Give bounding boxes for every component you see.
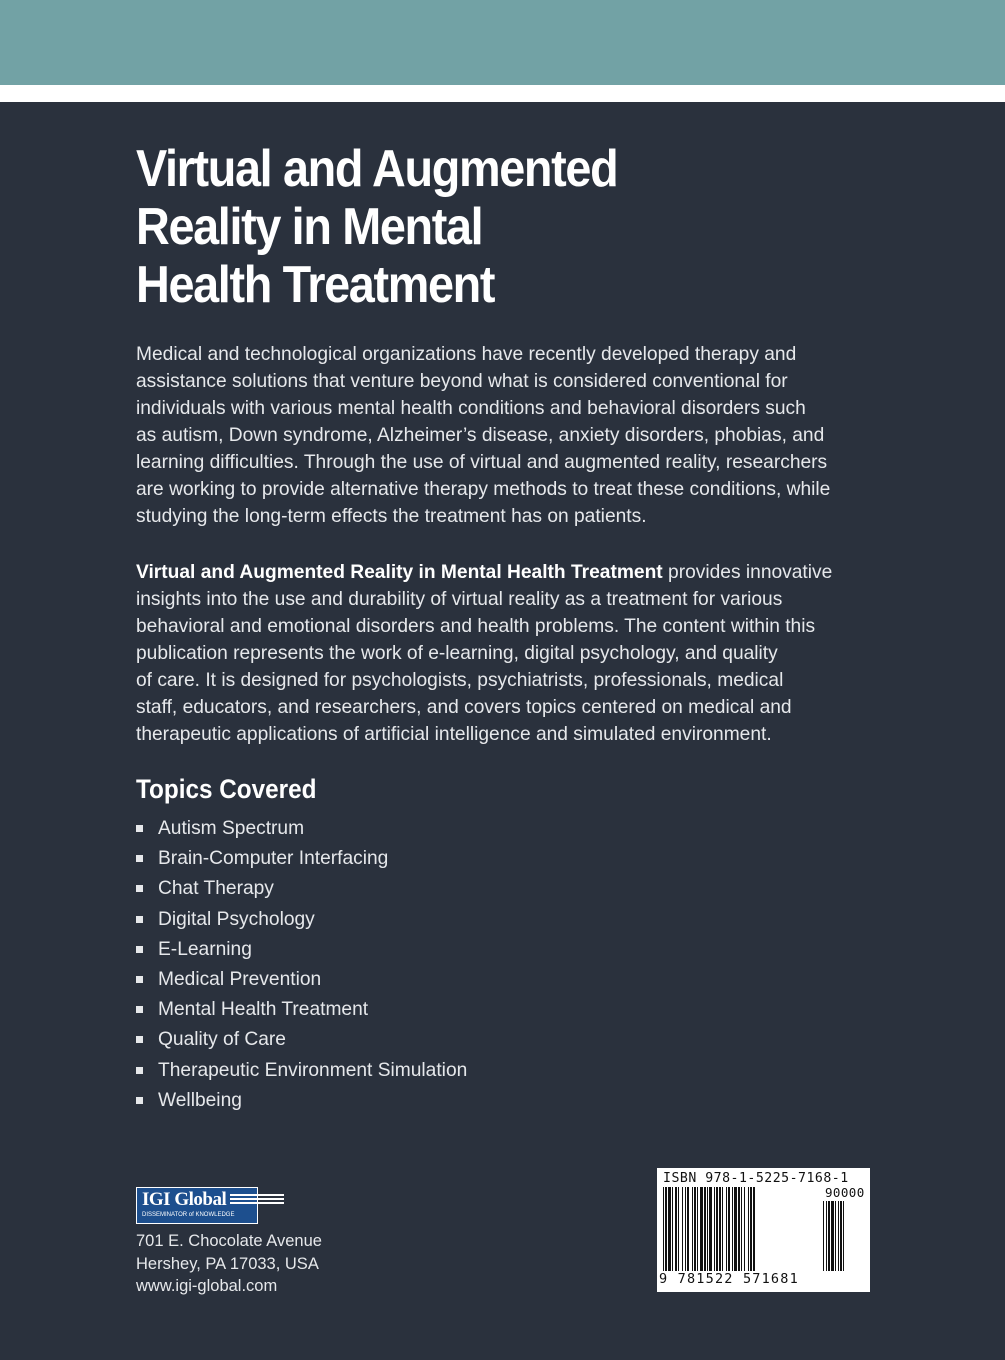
book-title-inline: Virtual and Augmented Reality in Mental Health Treatment [136,562,663,583]
paragraph-line: of care. It is designed for psychologists, psychiatrists, professionals, medical [136,670,784,691]
book-title [136,140,712,314]
paragraph-line: studying the long-term effects the treatment has on patients. [136,506,647,527]
topic-label: Chat Therapy [158,878,274,900]
paragraph-line: therapeutic applications of artificial intelligence and simulated environment. [136,724,772,745]
square-bullet-icon [136,1067,143,1074]
topic-label: Brain-Computer Interfacing [158,848,389,870]
logo-name: IGI Global [142,1189,227,1210]
address-line: Hershey, PA 17033, USA [136,1254,319,1273]
paragraph-line: individuals with various mental health conditions and behavioral disorders such [136,398,806,419]
square-bullet-icon [136,946,143,953]
topic-label: Quality of Care [158,1029,286,1051]
square-bullet-icon [136,825,143,832]
isbn-barcode [657,1168,870,1292]
topic-label: E-Learning [158,938,252,960]
paragraph-text: provides innovative [662,562,833,583]
paragraph-line: Medical and technological organizations have recently developed therapy and [136,344,797,365]
price-code: 90000 [825,1185,865,1200]
paragraph-line [136,559,876,586]
ean-digits: 9 781522 571681 [659,1271,799,1287]
band-separator [0,85,1005,102]
address-line: 701 E. Chocolate Avenue [136,1232,322,1250]
paragraph-line: behavioral and emotional disorders and health problems. The content within this [136,616,816,637]
paragraph-line: are working to provide alternative therapy methods to treat these conditions, while [136,479,831,500]
topics-heading: Topics Covered [136,774,317,804]
title-line: Health Treatment [136,256,495,314]
square-bullet-icon [136,1006,143,1013]
title-line: Virtual and Augmented [136,140,618,198]
igi-global-logo [136,1187,286,1225]
publisher-website: www.igi-global.com [136,1277,278,1295]
paragraph-line: publication represents the work of e-learning, digital psychology, and quality [136,643,778,664]
title-line: Reality in Mental [136,198,483,256]
topic-label: Autism Spectrum [158,818,305,839]
square-bullet-icon [136,1097,143,1104]
square-bullet-icon [136,916,143,923]
topic-label: Mental Health Treatment [158,999,369,1021]
paragraph-line: as autism, Down syndrome, Alzheimer’s disease, anxiety disorders, phobias, and [136,425,825,446]
paragraph-line: assistance solutions that venture beyond what is considered conventional for [136,371,788,392]
description-paragraph-1 [136,341,876,530]
paragraph-line: staff, educators, and researchers, and covers topics centered on medical and [136,697,792,718]
logo-stripes-icon [230,1194,284,1208]
barcode-bars-icon [663,1187,863,1273]
paragraph-line: insights into the use and durability of virtual reality as a treatment for various [136,589,783,610]
topic-label: Digital Psychology [158,908,315,930]
square-bullet-icon [136,855,143,862]
isbn-number: ISBN 978-1-5225-7168-1 [663,1171,849,1186]
topic-label: Therapeutic Environment Simulation [158,1059,468,1081]
paragraph-line: learning difficulties. Through the use of virtual and augmented reality, researchers [136,452,828,473]
square-bullet-icon [136,1036,143,1043]
square-bullet-icon [136,885,143,892]
logo-tagline: DISSEMINATOR of KNOWLEDGE [142,1212,235,1218]
publisher-address [136,1230,322,1298]
square-bullet-icon [136,976,143,983]
description-paragraph-2 [136,559,876,748]
topic-label: Wellbeing [158,1089,242,1111]
top-color-band [0,0,1005,85]
topic-label: Medical Prevention [158,968,322,990]
